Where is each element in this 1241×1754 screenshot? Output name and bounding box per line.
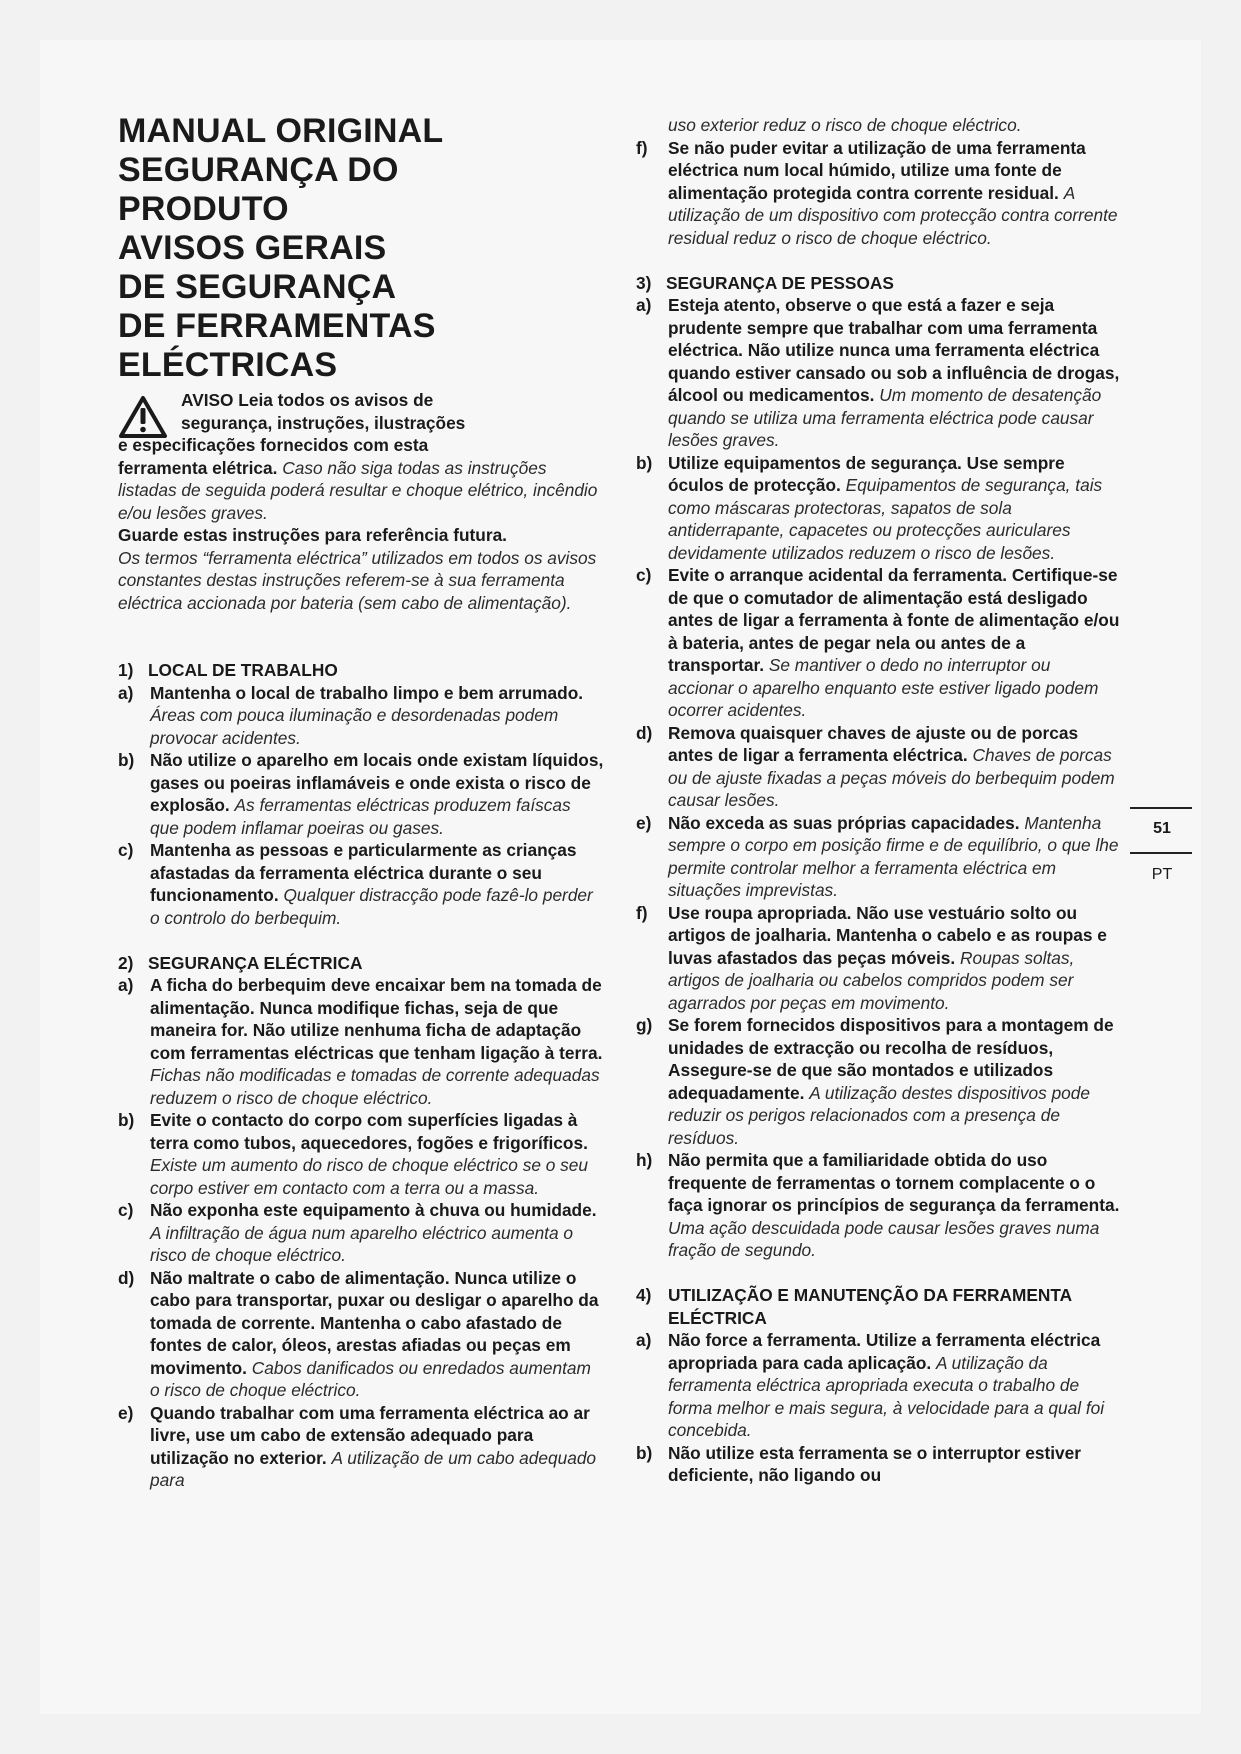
section-heading: 2) SEGURANÇA ELÉCTRICA — [118, 952, 363, 973]
title-line: AVISOS GERAIS — [118, 229, 387, 267]
list-item: a) Mantenha o local de trabalho limpo e bem arrumado. Áreas com pouca iluminação e desordenadas podem provocar acidentes. — [118, 682, 584, 748]
warning-heading: AVISO Leia todos os avisos de — [181, 390, 434, 410]
list-item: b) Utilize equipamentos de segurança. Use sempre óculos de protecção. Equipamentos de segurança, tais como máscaras protectoras, sapatos de sola antiderrapante, capacetes ou protecções auriculares devidamente utilizados reduzem o risco de lesões. — [636, 452, 1103, 563]
list-item: b) Não utilize esta ferramenta se o interruptor estiver deficiente, não ligando ou — [636, 1442, 1081, 1485]
list-item: e) Quando trabalhar com uma ferramenta eléctrica ao ar livre, use um cabo de extensão adequado para utilização no exterior. A utilização de um cabo adequado para — [118, 1402, 597, 1490]
left-column — [118, 112, 604, 1492]
list-item: a) Esteja atento, observe o que está a fazer e seja prudente sempre que trabalhar com uma ferramenta eléctrica. Não utilize nunca uma ferramenta eléctrica quando estiver cansado ou sob a influência de drogas, álcool ou medicamentos. Um momento de desatenção quando se utiliza uma ferramenta eléctrica pode causar lesões graves. — [636, 295, 1120, 450]
title-line: ELÉCTRICAS — [118, 346, 338, 384]
title-line: DE SEGURANÇA — [118, 268, 397, 306]
side-divider — [1130, 852, 1192, 854]
list-item: d) Remova quaisquer chaves de ajuste ou de porcas antes de ligar a ferramenta eléctrica. Chaves de porcas ou de ajuste fixadas a peças móveis do berbequim podem causar lesões. — [636, 722, 1115, 810]
list-item: e) Não exceda as suas próprias capacidades. Mantenha sempre o corpo em posição firme e de equilíbrio, o que lhe permite controlar melhor a ferramenta eléctrica em situações imprevistas. — [636, 812, 1119, 900]
title-line: DE FERRAMENTAS — [118, 307, 436, 345]
side-divider — [1130, 807, 1192, 809]
list-item: c) Mantenha as pessoas e particularmente as crianças afastadas da ferramenta eléctrica durante o seu funcionamento. Qualquer distracção pode fazê-lo perder o controlo do berbequim. — [118, 840, 593, 928]
list-item: a) Não force a ferramenta. Utilize a ferramenta eléctrica apropriada para cada aplicação. A utilização da ferramenta eléctrica apropriada executa o trabalho de forma melhor e mais segura, à velocidade para a qual foi concebida. — [636, 1330, 1105, 1440]
section-heading: 3) SEGURANÇA DE PESSOAS — [636, 272, 894, 293]
list-item: d) Não maltrate o cabo de alimentação. Nunca utilize o cabo para transportar, puxar ou desligar o aparelho da tomada de corrente. Mantenha o cabo afastado de fontes de calor, óleos, arestas afiadas ou peças em movimento. Cabos danificados ou enredados aumentam o risco de choque eléctrico. — [118, 1267, 599, 1400]
list-item: f) Se não puder evitar a utilização de uma ferramenta eléctrica num local húmido, utilize uma fonte de alimentação protegida contra corrente residual. A utilização de um dispositivo com protecção contra corrente residual reduz o risco de choque eléctrico. — [636, 137, 1118, 248]
warning-triangle-icon — [118, 395, 168, 439]
terms-note: Os termos “ferramenta eléctrica” utilizados em todos os avisos constantes destas instruções referem-se à sua ferramenta eléctrica accionada por bateria (sem cabo de alimentação). — [118, 547, 597, 613]
list-item: f) Use roupa apropriada. Não use vestuário solto ou artigos de joalharia. Mantenha o cabelo e as roupas e luvas afastados das peças móveis. Roupas soltas, artigos de joalharia ou cabelos compridos podem ser agarrados por peças em movimento. — [636, 902, 1107, 1013]
title-line: PRODUTO — [118, 190, 289, 228]
title-line: MANUAL ORIGINAL — [118, 112, 444, 150]
list-item: c) Não exponha este equipamento à chuva ou humidade. A infiltração de água num aparelho eléctrico aumenta o risco de choque eléctrico. — [118, 1200, 597, 1265]
page-title — [118, 112, 604, 385]
warning-text: e especificações fornecidos com esta — [118, 435, 429, 455]
list-item: g) Se forem fornecidos dispositivos para a montagem de unidades de extracção ou recolha de resíduos, Assegure-se de que são montados e utilizados adequadamente. A utilização destes dispositivos pode reduzir os perigos relacionados com a presença de resíduos. — [636, 1015, 1114, 1148]
section-heading: 1) LOCAL DE TRABALHO — [118, 660, 338, 680]
right-column — [636, 114, 1120, 1487]
section-heading: 4) UTILIZAÇÃO E MANUTENÇÃO DA FERRAMENTA ELÉCTRICA — [636, 1285, 1072, 1328]
language-code: PT — [1151, 866, 1173, 883]
list-item: b) Não utilize o aparelho em locais onde existam líquidos, gases ou poeiras inflamáveis e onde exista o risco de explosão. As ferramentas eléctricas produzem faíscas que podem inflamar poeiras ou gases. — [118, 750, 604, 838]
title-line: SEGURANÇA DO — [118, 151, 399, 189]
list-item: b) Evite o contacto do corpo com superfícies ligadas à terra como tubos, aquecedores, fogões e frigoríficos. Existe um aumento do risco de choque eléctrico se o seu corpo estiver em contacto com a terra ou a massa. — [118, 1110, 589, 1198]
continued-text: uso exterior reduz o risco de choque eléctrico. — [668, 115, 1022, 135]
list-item: c) Evite o arranque acidental da ferramenta. Certifique-se de que o comutador de alimentação está desligado antes de ligar a ferramenta à fonte de alimentação e/ou à bateria, antes de pegar nela ou antes de a transportar. Se mantiver o dedo no interruptor ou accionar o aparelho enquanto este estiver ligado podem ocorrer acidentes. — [636, 565, 1120, 720]
page-number: 51 — [1153, 820, 1171, 837]
warning-text: ferramenta elétrica. — [118, 457, 278, 478]
warning-block — [118, 389, 604, 614]
warning-italic: Caso não siga todas as instruções listadas de seguida poderá resultar e choque elétrico, incêndio e/ou lesões graves. — [118, 457, 598, 523]
keep-instructions: Guarde estas instruções para referência futura. — [118, 525, 507, 545]
list-item: a) A ficha do berbequim deve encaixar bem na tomada de alimentação. Nunca modifique fichas, seja de que maneira for. Não utilize nenhuma ficha de adaptação com ferramentas eléctricas que tenham ligação à terra. Fichas não modificadas e tomadas de corrente adequadas reduzem o risco de choque eléctrico. — [118, 975, 603, 1108]
list-item: h) Não permita que a familiaridade obtida do uso frequente de ferramentas o tornem complacente o o faça ignorar os princípios de segurança da ferramenta. Uma ação descuidada pode causar lesões graves numa fração de segundo. — [636, 1150, 1120, 1260]
warning-text: segurança, instruções, ilustrações — [181, 412, 466, 433]
